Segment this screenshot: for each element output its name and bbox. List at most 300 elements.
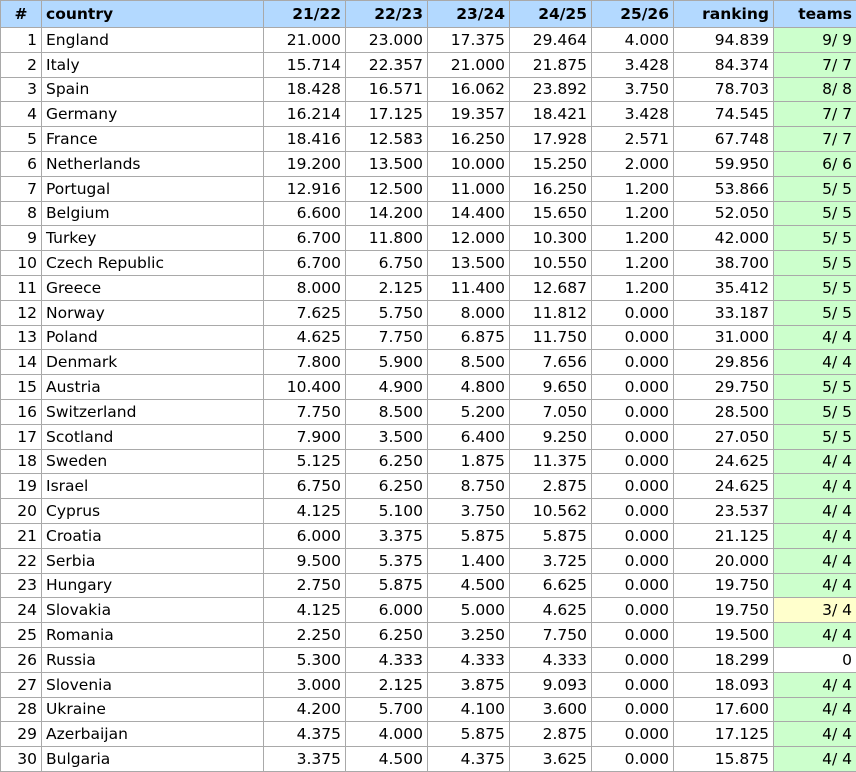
season-24-25-cell: 3.625	[510, 747, 592, 772]
table-row	[1, 747, 856, 772]
season-22-23-cell: 23.000	[346, 28, 428, 53]
rank-cell: 14	[1, 350, 42, 375]
rank-cell: 30	[1, 747, 42, 772]
season-23-24-cell: 6.875	[428, 325, 510, 350]
country-cell: Slovakia	[42, 598, 264, 623]
season-25-26-cell: 0.000	[592, 623, 674, 648]
season-25-26-cell: 0.000	[592, 449, 674, 474]
season-24-25-cell: 4.625	[510, 598, 592, 623]
season-24-25-cell: 29.464	[510, 28, 592, 53]
ranking-cell: 52.050	[674, 201, 774, 226]
season-23-24-cell: 14.400	[428, 201, 510, 226]
season-24-25-cell: 5.875	[510, 523, 592, 548]
season-23-24-cell: 4.333	[428, 647, 510, 672]
rank-cell: 29	[1, 722, 42, 747]
table-row	[1, 424, 856, 449]
table-row	[1, 28, 856, 53]
ranking-cell: 23.537	[674, 499, 774, 524]
teams-cell: 4/ 4	[774, 449, 856, 474]
season-25-26-cell: 0.000	[592, 375, 674, 400]
table-row	[1, 598, 856, 623]
season-23-24-cell: 16.062	[428, 77, 510, 102]
season-22-23-cell: 3.375	[346, 523, 428, 548]
ranking-cell: 19.750	[674, 573, 774, 598]
season-24-25-cell: 21.875	[510, 52, 592, 77]
season-25-26-cell: 1.200	[592, 176, 674, 201]
ranking-cell: 74.545	[674, 102, 774, 127]
ranking-cell: 21.125	[674, 523, 774, 548]
season-23-24-cell: 4.500	[428, 573, 510, 598]
season-21-22-cell: 18.428	[264, 77, 346, 102]
table-row	[1, 77, 856, 102]
country-cell: Romania	[42, 623, 264, 648]
season-24-25-cell: 11.375	[510, 449, 592, 474]
table-row	[1, 201, 856, 226]
table-row	[1, 548, 856, 573]
teams-cell: 4/ 4	[774, 672, 856, 697]
ranking-cell: 18.299	[674, 647, 774, 672]
season-21-22-cell: 5.125	[264, 449, 346, 474]
season-22-23-cell: 5.375	[346, 548, 428, 573]
teams-cell: 3/ 4	[774, 598, 856, 623]
season-21-22-cell: 6.750	[264, 474, 346, 499]
season-22-23-cell: 12.583	[346, 127, 428, 152]
column-header-ranking[interactable]: ranking	[674, 1, 774, 28]
country-cell: France	[42, 127, 264, 152]
teams-cell: 4/ 4	[774, 474, 856, 499]
season-24-25-cell: 11.750	[510, 325, 592, 350]
table-row	[1, 523, 856, 548]
season-24-25-cell: 17.928	[510, 127, 592, 152]
country-cell: Denmark	[42, 350, 264, 375]
ranking-cell: 18.093	[674, 672, 774, 697]
table-row	[1, 647, 856, 672]
rank-cell: 8	[1, 201, 42, 226]
season-25-26-cell: 0.000	[592, 523, 674, 548]
season-23-24-cell: 4.800	[428, 375, 510, 400]
country-cell: Norway	[42, 300, 264, 325]
teams-cell: 4/ 4	[774, 747, 856, 772]
rank-cell: 5	[1, 127, 42, 152]
season-23-24-cell: 6.400	[428, 424, 510, 449]
teams-cell: 5/ 5	[774, 300, 856, 325]
ranking-cell: 94.839	[674, 28, 774, 53]
country-cell: Germany	[42, 102, 264, 127]
season-25-26-cell: 0.000	[592, 647, 674, 672]
teams-cell: 4/ 4	[774, 573, 856, 598]
season-24-25-cell: 18.421	[510, 102, 592, 127]
season-25-26-cell: 0.000	[592, 747, 674, 772]
table-row	[1, 573, 856, 598]
season-23-24-cell: 4.375	[428, 747, 510, 772]
table-row	[1, 623, 856, 648]
rank-cell: 25	[1, 623, 42, 648]
table-body	[1, 28, 856, 772]
season-22-23-cell: 4.900	[346, 375, 428, 400]
teams-cell: 5/ 5	[774, 424, 856, 449]
season-23-24-cell: 3.875	[428, 672, 510, 697]
table-row	[1, 226, 856, 251]
ranking-cell: 20.000	[674, 548, 774, 573]
season-24-25-cell: 15.650	[510, 201, 592, 226]
teams-cell: 5/ 5	[774, 201, 856, 226]
season-25-26-cell: 0.000	[592, 300, 674, 325]
season-24-25-cell: 4.333	[510, 647, 592, 672]
rank-cell: 16	[1, 399, 42, 424]
season-25-26-cell: 3.428	[592, 102, 674, 127]
teams-cell: 7/ 7	[774, 52, 856, 77]
season-25-26-cell: 3.428	[592, 52, 674, 77]
season-23-24-cell: 1.875	[428, 449, 510, 474]
ranking-cell: 42.000	[674, 226, 774, 251]
rank-cell: 24	[1, 598, 42, 623]
season-24-25-cell: 10.300	[510, 226, 592, 251]
season-24-25-cell: 23.892	[510, 77, 592, 102]
country-cell: Czech Republic	[42, 251, 264, 276]
rank-cell: 4	[1, 102, 42, 127]
season-21-22-cell: 9.500	[264, 548, 346, 573]
table-row	[1, 300, 856, 325]
rank-cell: 9	[1, 226, 42, 251]
country-cell: Serbia	[42, 548, 264, 573]
season-24-25-cell: 16.250	[510, 176, 592, 201]
ranking-cell: 24.625	[674, 474, 774, 499]
season-22-23-cell: 5.100	[346, 499, 428, 524]
season-24-25-cell: 9.650	[510, 375, 592, 400]
season-22-23-cell: 5.750	[346, 300, 428, 325]
season-21-22-cell: 15.714	[264, 52, 346, 77]
rank-cell: 1	[1, 28, 42, 53]
season-23-24-cell: 19.357	[428, 102, 510, 127]
rank-cell: 28	[1, 697, 42, 722]
season-22-23-cell: 6.250	[346, 623, 428, 648]
season-24-25-cell: 9.093	[510, 672, 592, 697]
season-21-22-cell: 19.200	[264, 151, 346, 176]
country-cell: Spain	[42, 77, 264, 102]
ranking-cell: 17.125	[674, 722, 774, 747]
teams-cell: 7/ 7	[774, 102, 856, 127]
ranking-cell: 15.875	[674, 747, 774, 772]
season-22-23-cell: 6.750	[346, 251, 428, 276]
table-row	[1, 474, 856, 499]
season-25-26-cell: 0.000	[592, 325, 674, 350]
teams-cell: 5/ 5	[774, 399, 856, 424]
season-21-22-cell: 12.916	[264, 176, 346, 201]
rank-cell: 19	[1, 474, 42, 499]
column-header-season-22-23[interactable]: 22/23	[346, 1, 428, 28]
season-22-23-cell: 8.500	[346, 399, 428, 424]
column-header-season-24-25[interactable]: 24/25	[510, 1, 592, 28]
season-25-26-cell: 0.000	[592, 722, 674, 747]
season-24-25-cell: 6.625	[510, 573, 592, 598]
season-22-23-cell: 5.875	[346, 573, 428, 598]
season-22-23-cell: 12.500	[346, 176, 428, 201]
column-header-season-25-26[interactable]: 25/26	[592, 1, 674, 28]
season-25-26-cell: 0.000	[592, 598, 674, 623]
teams-cell: 5/ 5	[774, 226, 856, 251]
table-row	[1, 722, 856, 747]
table-row	[1, 176, 856, 201]
table-row	[1, 325, 856, 350]
season-24-25-cell: 3.725	[510, 548, 592, 573]
teams-cell: 8/ 8	[774, 77, 856, 102]
column-header-country[interactable]: country	[42, 1, 264, 28]
season-25-26-cell: 0.000	[592, 573, 674, 598]
column-header-teams[interactable]: teams	[774, 1, 856, 28]
ranking-cell: 38.700	[674, 251, 774, 276]
season-25-26-cell: 0.000	[592, 350, 674, 375]
season-21-22-cell: 18.416	[264, 127, 346, 152]
season-21-22-cell: 3.375	[264, 747, 346, 772]
country-cell: Bulgaria	[42, 747, 264, 772]
teams-cell: 4/ 4	[774, 548, 856, 573]
season-22-23-cell: 6.250	[346, 449, 428, 474]
season-21-22-cell: 7.900	[264, 424, 346, 449]
season-25-26-cell: 0.000	[592, 424, 674, 449]
season-24-25-cell: 3.600	[510, 697, 592, 722]
season-23-24-cell: 11.400	[428, 275, 510, 300]
rank-cell: 7	[1, 176, 42, 201]
rank-cell: 27	[1, 672, 42, 697]
ranking-cell: 84.374	[674, 52, 774, 77]
season-25-26-cell: 1.200	[592, 275, 674, 300]
table-row	[1, 151, 856, 176]
season-24-25-cell: 10.562	[510, 499, 592, 524]
table-row	[1, 102, 856, 127]
season-22-23-cell: 7.750	[346, 325, 428, 350]
season-25-26-cell: 4.000	[592, 28, 674, 53]
rank-cell: 17	[1, 424, 42, 449]
teams-cell: 5/ 5	[774, 275, 856, 300]
country-cell: Israel	[42, 474, 264, 499]
season-25-26-cell: 0.000	[592, 474, 674, 499]
season-24-25-cell: 2.875	[510, 474, 592, 499]
country-cell: Ukraine	[42, 697, 264, 722]
season-25-26-cell: 2.000	[592, 151, 674, 176]
column-header-season-23-24[interactable]: 23/24	[428, 1, 510, 28]
season-22-23-cell: 4.000	[346, 722, 428, 747]
season-25-26-cell: 0.000	[592, 548, 674, 573]
table-row	[1, 375, 856, 400]
season-24-25-cell: 7.750	[510, 623, 592, 648]
season-24-25-cell: 7.050	[510, 399, 592, 424]
season-21-22-cell: 21.000	[264, 28, 346, 53]
table-row	[1, 52, 856, 77]
country-cell: England	[42, 28, 264, 53]
country-cell: Portugal	[42, 176, 264, 201]
country-cell: Sweden	[42, 449, 264, 474]
rank-cell: 13	[1, 325, 42, 350]
rank-cell: 6	[1, 151, 42, 176]
season-24-25-cell: 15.250	[510, 151, 592, 176]
season-23-24-cell: 21.000	[428, 52, 510, 77]
country-cell: Switzerland	[42, 399, 264, 424]
season-22-23-cell: 2.125	[346, 275, 428, 300]
season-21-22-cell: 4.200	[264, 697, 346, 722]
ranking-cell: 19.500	[674, 623, 774, 648]
season-21-22-cell: 6.600	[264, 201, 346, 226]
country-cell: Italy	[42, 52, 264, 77]
season-23-24-cell: 3.250	[428, 623, 510, 648]
teams-cell: 4/ 4	[774, 722, 856, 747]
season-23-24-cell: 10.000	[428, 151, 510, 176]
season-23-24-cell: 12.000	[428, 226, 510, 251]
season-21-22-cell: 7.625	[264, 300, 346, 325]
season-21-22-cell: 6.700	[264, 226, 346, 251]
season-21-22-cell: 4.375	[264, 722, 346, 747]
season-22-23-cell: 4.333	[346, 647, 428, 672]
season-21-22-cell: 2.250	[264, 623, 346, 648]
teams-cell: 0	[774, 647, 856, 672]
season-23-24-cell: 5.000	[428, 598, 510, 623]
country-cell: Poland	[42, 325, 264, 350]
country-cell: Netherlands	[42, 151, 264, 176]
header-row	[1, 1, 856, 28]
table-row	[1, 350, 856, 375]
teams-cell: 5/ 5	[774, 176, 856, 201]
table-row	[1, 399, 856, 424]
season-24-25-cell: 11.812	[510, 300, 592, 325]
teams-cell: 9/ 9	[774, 28, 856, 53]
season-21-22-cell: 3.000	[264, 672, 346, 697]
teams-cell: 4/ 4	[774, 623, 856, 648]
teams-cell: 7/ 7	[774, 127, 856, 152]
ranking-cell: 59.950	[674, 151, 774, 176]
season-25-26-cell: 1.200	[592, 226, 674, 251]
season-23-24-cell: 1.400	[428, 548, 510, 573]
ranking-cell: 31.000	[674, 325, 774, 350]
country-cell: Cyprus	[42, 499, 264, 524]
season-24-25-cell: 2.875	[510, 722, 592, 747]
teams-cell: 4/ 4	[774, 325, 856, 350]
season-21-22-cell: 8.000	[264, 275, 346, 300]
season-21-22-cell: 4.625	[264, 325, 346, 350]
season-22-23-cell: 16.571	[346, 77, 428, 102]
season-22-23-cell: 6.000	[346, 598, 428, 623]
country-cell: Croatia	[42, 523, 264, 548]
season-23-24-cell: 13.500	[428, 251, 510, 276]
season-24-25-cell: 12.687	[510, 275, 592, 300]
season-25-26-cell: 0.000	[592, 399, 674, 424]
country-cell: Scotland	[42, 424, 264, 449]
season-22-23-cell: 5.900	[346, 350, 428, 375]
rank-cell: 2	[1, 52, 42, 77]
season-23-24-cell: 4.100	[428, 697, 510, 722]
ranking-cell: 78.703	[674, 77, 774, 102]
season-21-22-cell: 4.125	[264, 499, 346, 524]
season-22-23-cell: 17.125	[346, 102, 428, 127]
rank-cell: 11	[1, 275, 42, 300]
rank-cell: 20	[1, 499, 42, 524]
column-header-rank[interactable]: #	[1, 1, 42, 28]
country-cell: Hungary	[42, 573, 264, 598]
season-23-24-cell: 16.250	[428, 127, 510, 152]
season-21-22-cell: 2.750	[264, 573, 346, 598]
ranking-cell: 17.600	[674, 697, 774, 722]
teams-cell: 6/ 6	[774, 151, 856, 176]
country-cell: Russia	[42, 647, 264, 672]
season-21-22-cell: 4.125	[264, 598, 346, 623]
season-22-23-cell: 4.500	[346, 747, 428, 772]
ranking-cell: 53.866	[674, 176, 774, 201]
season-22-23-cell: 6.250	[346, 474, 428, 499]
rank-cell: 22	[1, 548, 42, 573]
season-21-22-cell: 7.750	[264, 399, 346, 424]
ranking-cell: 19.750	[674, 598, 774, 623]
country-cell: Austria	[42, 375, 264, 400]
season-23-24-cell: 8.000	[428, 300, 510, 325]
table-row	[1, 127, 856, 152]
season-22-23-cell: 14.200	[346, 201, 428, 226]
season-23-24-cell: 5.875	[428, 523, 510, 548]
season-23-24-cell: 5.875	[428, 722, 510, 747]
season-21-22-cell: 10.400	[264, 375, 346, 400]
season-25-26-cell: 1.200	[592, 251, 674, 276]
season-23-24-cell: 5.200	[428, 399, 510, 424]
country-cell: Azerbaijan	[42, 722, 264, 747]
teams-cell: 5/ 5	[774, 251, 856, 276]
season-22-23-cell: 3.500	[346, 424, 428, 449]
season-25-26-cell: 2.571	[592, 127, 674, 152]
rank-cell: 23	[1, 573, 42, 598]
season-22-23-cell: 13.500	[346, 151, 428, 176]
season-25-26-cell: 3.750	[592, 77, 674, 102]
season-24-25-cell: 9.250	[510, 424, 592, 449]
country-cell: Slovenia	[42, 672, 264, 697]
rank-cell: 10	[1, 251, 42, 276]
season-25-26-cell: 0.000	[592, 697, 674, 722]
season-25-26-cell: 0.000	[592, 672, 674, 697]
rank-cell: 3	[1, 77, 42, 102]
teams-cell: 4/ 4	[774, 523, 856, 548]
season-23-24-cell: 3.750	[428, 499, 510, 524]
teams-cell: 4/ 4	[774, 499, 856, 524]
ranking-cell: 67.748	[674, 127, 774, 152]
rank-cell: 12	[1, 300, 42, 325]
table-row	[1, 672, 856, 697]
ranking-cell: 35.412	[674, 275, 774, 300]
table-row	[1, 275, 856, 300]
season-22-23-cell: 2.125	[346, 672, 428, 697]
ranking-cell: 28.500	[674, 399, 774, 424]
ranking-cell: 24.625	[674, 449, 774, 474]
rank-cell: 18	[1, 449, 42, 474]
teams-cell: 5/ 5	[774, 375, 856, 400]
ranking-cell: 29.750	[674, 375, 774, 400]
teams-cell: 4/ 4	[774, 697, 856, 722]
season-25-26-cell: 1.200	[592, 201, 674, 226]
season-25-26-cell: 0.000	[592, 499, 674, 524]
rank-cell: 26	[1, 647, 42, 672]
table-row	[1, 251, 856, 276]
season-22-23-cell: 11.800	[346, 226, 428, 251]
season-21-22-cell: 7.800	[264, 350, 346, 375]
ranking-cell: 27.050	[674, 424, 774, 449]
season-22-23-cell: 5.700	[346, 697, 428, 722]
country-cell: Turkey	[42, 226, 264, 251]
country-cell: Greece	[42, 275, 264, 300]
season-24-25-cell: 10.550	[510, 251, 592, 276]
season-21-22-cell: 16.214	[264, 102, 346, 127]
country-cell: Belgium	[42, 201, 264, 226]
rank-cell: 15	[1, 375, 42, 400]
season-23-24-cell: 17.375	[428, 28, 510, 53]
season-23-24-cell: 8.750	[428, 474, 510, 499]
season-21-22-cell: 6.700	[264, 251, 346, 276]
rank-cell: 21	[1, 523, 42, 548]
column-header-season-21-22[interactable]: 21/22	[264, 1, 346, 28]
season-23-24-cell: 8.500	[428, 350, 510, 375]
